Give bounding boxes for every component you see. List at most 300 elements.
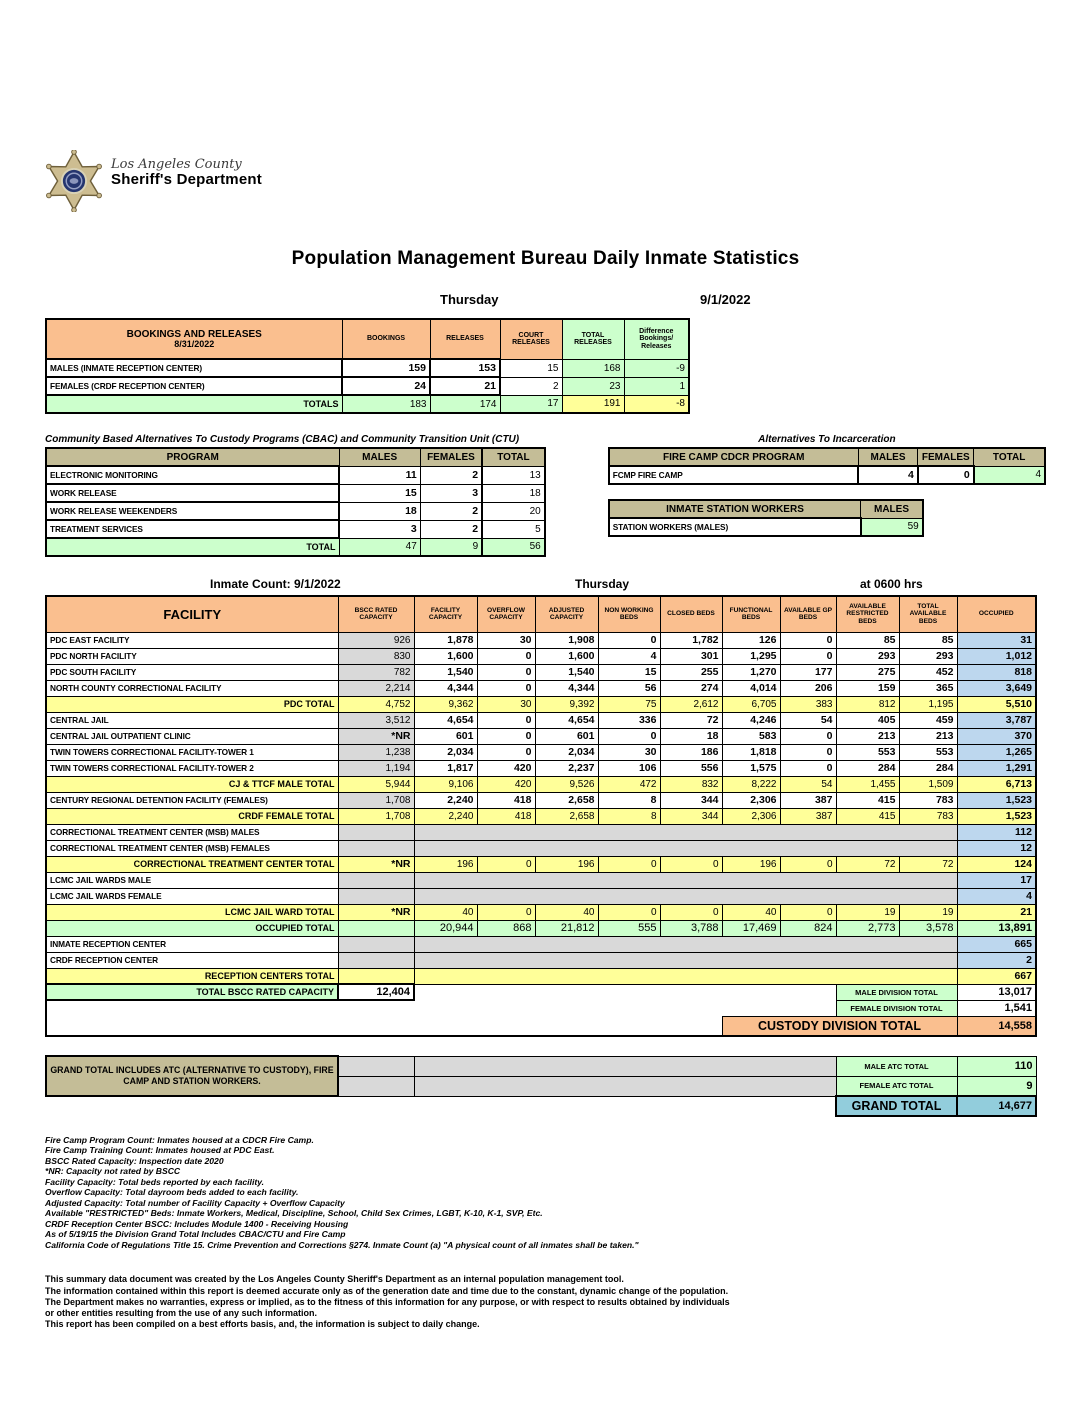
value-cell: 75 [598,696,660,712]
table-row [46,680,1036,696]
value-cell: 159 [836,680,899,696]
rated-capacity-cell [338,968,414,984]
table-row [46,904,1036,920]
value-cell: 9,392 [535,696,598,712]
value-cell: 196 [535,856,598,872]
table-row [46,776,1036,792]
value-cell: -9 [624,359,689,377]
value-cell: 0 [918,466,974,484]
value-cell: 0 [660,904,722,920]
total-label: CJ & TTCF MALE TOTAL [46,776,338,792]
value-cell: 1,878 [414,632,477,648]
column-header: PROGRAM [46,448,339,466]
value-cell: 72 [836,856,899,872]
rated-capacity-cell: 1,238 [338,744,414,760]
grand-total-note: GRAND TOTAL INCLUDES ATC (ALTERNATIVE TO CUSTODY), FIRE CAMP AND STATION WORKERS. [46,1056,338,1096]
column-header: MALES [858,448,918,466]
total-label: OCCUPIED TOTAL [46,920,338,936]
value-cell: 2 [500,377,562,395]
bookings-title-cell: BOOKINGS AND RELEASES 8/31/2022 [46,319,342,359]
value-cell: 2,034 [414,744,477,760]
column-header: OVERFLOW CAPACITY [477,596,535,632]
value-cell: 0 [477,648,535,664]
facility-label: CENTRAL JAIL OUTPATIENT CLINIC [46,728,338,744]
rated-capacity-cell: 782 [338,664,414,680]
column-header: FEMALES [420,448,482,466]
rated-capacity-cell [338,888,414,904]
table-row [46,760,1036,776]
footnote-line: BSCC Rated Capacity: Inspection date 2020 [45,1155,224,1166]
value-cell: 2 [420,502,482,520]
rated-capacity-cell: 1,194 [338,760,414,776]
totals-value: 174 [430,395,500,413]
value-cell: 2 [420,466,482,484]
value-cell: 583 [722,728,780,744]
totals-value: 56 [482,538,545,556]
value-cell: 168 [562,359,624,377]
column-header: TOTAL [974,448,1045,466]
occupied-cell: 665 [957,936,1036,952]
agency-department: Sheriff's Department [111,170,262,188]
value-cell: 0 [598,728,660,744]
value-cell: 0 [477,904,535,920]
value-cell: 54 [780,776,836,792]
rated-capacity-cell: 830 [338,648,414,664]
value-cell: 1,782 [660,632,722,648]
value-cell: 30 [598,744,660,760]
value-cell: 11 [339,466,420,484]
footnote-line: Adjusted Capacity: Total number of Facility Capacity + Overflow Capacity [45,1197,345,1208]
value-cell: 54 [780,712,836,728]
count-time-label: at 0600 hrs [860,577,923,591]
female-division-label: FEMALE DIVISION TOTAL [836,1000,957,1016]
rated-capacity-cell: *NR [338,856,414,872]
bookings-header-row [46,319,689,359]
value-cell: 18 [482,484,545,502]
value-cell: 293 [899,648,957,664]
value-cell: 387 [780,792,836,808]
male-division-label: MALE DIVISION TOTAL [836,984,957,1000]
spacer [46,1016,414,1036]
table-row [46,359,689,377]
bscc-total-value: 12,404 [338,984,414,1000]
table-row [46,696,1036,712]
value-cell: 8 [598,792,660,808]
value-cell: 9,362 [414,696,477,712]
agency-name [111,150,262,187]
footnote-line: CRDF Reception Center BSCC: Includes Module 1400 - Receiving Housing [45,1218,349,1229]
value-cell: 30 [477,632,535,648]
value-cell: 4,344 [535,680,598,696]
value-cell: 20 [482,502,545,520]
column-header: BOOKINGS [342,319,430,359]
table-row [46,502,545,520]
footnote-line: California Code of Regulations Title 15. Crime Prevention and Corrections §274. Inmate Count (a) "A physical count of all inmates shall be taken." [45,1239,639,1250]
table-row [46,728,1036,744]
row-label: STATION WORKERS (MALES) [609,518,861,536]
facility-label: LCMC JAIL WARDS FEMALE [46,888,338,904]
column-header: FACILITY [46,596,338,632]
total-label: PDC TOTAL [46,696,338,712]
custody-total-row [46,1016,1036,1036]
value-cell: 0 [477,712,535,728]
value-cell: 18 [339,502,420,520]
rated-capacity-cell [338,824,414,840]
row-label: FCMP FIRE CAMP [609,466,859,484]
value-cell: 344 [660,808,722,824]
table-row [46,466,545,484]
column-header: AVAILABLE GP BEDS [780,596,836,632]
rated-capacity-cell: 1,708 [338,808,414,824]
value-cell: 4,654 [414,712,477,728]
totals-value: 191 [562,395,624,413]
occupied-cell: 1,523 [957,792,1036,808]
value-cell: 275 [836,664,899,680]
custody-division-value: 14,558 [957,1016,1036,1036]
value-cell: 0 [780,856,836,872]
occupied-cell: 3,649 [957,680,1036,696]
table-row [46,840,1036,856]
facility-label: CORRECTIONAL TREATMENT CENTER (MSB) FEMALES [46,840,338,856]
value-cell: 274 [660,680,722,696]
value-cell: 8 [598,808,660,824]
table-row [46,968,1036,984]
value-cell: 868 [477,920,535,936]
column-header: MALES [861,500,923,518]
merged-cell [414,872,957,888]
value-cell: 2,034 [535,744,598,760]
value-cell: 126 [722,632,780,648]
table-row [46,632,1036,648]
table-row [46,792,1036,808]
value-cell: 0 [598,904,660,920]
value-cell: 23 [562,377,624,395]
value-cell: 556 [660,760,722,776]
merged-cell [414,824,957,840]
column-header: RELEASES [430,319,500,359]
spacer [46,1000,414,1016]
facility-label: CRDF RECEPTION CENTER [46,952,338,968]
female-atc-label: FEMALE ATC TOTAL [836,1076,957,1096]
value-cell: 213 [899,728,957,744]
value-cell: 2,658 [535,792,598,808]
value-cell: 1,455 [836,776,899,792]
value-cell: 0 [477,680,535,696]
facility-label: NORTH COUNTY CORRECTIONAL FACILITY [46,680,338,696]
value-cell: 555 [598,920,660,936]
row-label: MALES (INMATE RECEPTION CENTER) [46,359,342,377]
value-cell: 0 [780,728,836,744]
footnote-line: Available "RESTRICTED" Beds: Inmate Workers, Medical, Discipline, School, Child Sex Crimes, LGBT, K-10, K-1, SVP, Etc. [45,1208,543,1219]
totals-label: TOTALS [46,395,342,413]
facility-label: LCMC JAIL WARDS MALE [46,872,338,888]
value-cell: 72 [660,712,722,728]
column-header: TOTAL AVAILABLE BEDS [899,596,957,632]
value-cell: 1,817 [414,760,477,776]
value-cell: 4 [598,648,660,664]
footnote-line: *NR: Capacity not rated by BSCC [45,1166,181,1177]
occupied-cell: 112 [957,824,1036,840]
value-cell: 284 [899,760,957,776]
station-header-row [609,500,923,518]
value-cell: 0 [477,728,535,744]
weekday-label: Thursday [440,292,499,307]
value-cell: 1,270 [722,664,780,680]
table-row [46,936,1036,952]
spacer [414,1000,836,1016]
rated-capacity-cell: 3,512 [338,712,414,728]
table-row [46,920,1036,936]
value-cell: 177 [780,664,836,680]
value-cell: 153 [430,359,500,377]
value-cell: 18 [660,728,722,744]
value-cell: 0 [477,664,535,680]
column-header: OCCUPIED [957,596,1036,632]
spacer [46,1096,836,1116]
column-header: FEMALES [918,448,974,466]
fire-camp-header-row [609,448,1045,466]
table-row [46,744,1036,760]
value-cell: 4,014 [722,680,780,696]
value-cell: 1,600 [414,648,477,664]
rated-capacity-cell [338,872,414,888]
value-cell: 0 [598,856,660,872]
value-cell: 8,222 [722,776,780,792]
value-cell: 21 [430,377,500,395]
row-label: TREATMENT SERVICES [46,520,339,538]
disclaimer-line: This summary data document was created by the Los Angeles County Sheriff's Department as an internal population management tool. [45,1274,624,1285]
occupied-cell: 17 [957,872,1036,888]
value-cell: 213 [836,728,899,744]
value-cell: 336 [598,712,660,728]
rated-capacity-cell: 1,708 [338,792,414,808]
facility-label: PDC EAST FACILITY [46,632,338,648]
value-cell: 472 [598,776,660,792]
table-row [46,712,1036,728]
merged-cell [414,840,957,856]
occupied-cell: 1,265 [957,744,1036,760]
column-header: ADJUSTED CAPACITY [535,596,598,632]
facility-label: CENTURY REGIONAL DETENTION FACILITY (FEMALES) [46,792,338,808]
facility-label: TWIN TOWERS CORRECTIONAL FACILITY-TOWER 1 [46,744,338,760]
male-atc-label: MALE ATC TOTAL [836,1056,957,1076]
value-cell: 59 [861,518,923,536]
section-header: INMATE STATION WORKERS [609,500,861,518]
grand-total-row [46,1096,1036,1116]
value-cell: 812 [836,696,899,712]
column-header: COURT RELEASES [500,319,562,359]
value-cell: 85 [836,632,899,648]
totals-row [46,538,545,556]
value-cell: 30 [477,696,535,712]
value-cell: 1,509 [899,776,957,792]
header-brand [45,150,1046,220]
disclaimer-line: or other entities resulting from the use of any such information. [45,1308,318,1319]
totals-label: TOTAL [46,538,339,556]
table-row [46,648,1036,664]
female-division-value: 1,541 [957,1000,1036,1016]
value-cell: 1,818 [722,744,780,760]
column-header: FACILITY CAPACITY [414,596,477,632]
facility-label: CORRECTIONAL TREATMENT CENTER (MSB) MALES [46,824,338,840]
totals-value: 47 [339,538,420,556]
column-header: MALES [339,448,420,466]
rated-capacity-cell: *NR [338,728,414,744]
value-cell: 24 [342,377,430,395]
value-cell: 2,773 [836,920,899,936]
value-cell: 284 [836,760,899,776]
row-label: WORK RELEASE [46,484,339,502]
value-cell: 9,106 [414,776,477,792]
value-cell: 19 [899,904,957,920]
value-cell: 40 [414,904,477,920]
female-atc-value: 9 [957,1076,1036,1096]
occupied-cell: 21 [957,904,1036,920]
value-cell: 365 [899,680,957,696]
value-cell: 601 [414,728,477,744]
value-cell: 4 [858,466,918,484]
value-cell: 1,540 [414,664,477,680]
count-caption [45,577,1046,595]
value-cell: 0 [598,632,660,648]
facility-label: PDC SOUTH FACILITY [46,664,338,680]
value-cell: 15 [339,484,420,502]
spacer-gray [414,1076,836,1096]
occupied-cell: 6,713 [957,776,1036,792]
value-cell: 1,600 [535,648,598,664]
value-cell: 196 [722,856,780,872]
occupied-cell: 4 [957,888,1036,904]
value-cell: 255 [660,664,722,680]
occupied-cell: 12 [957,840,1036,856]
facility-label: CENTRAL JAIL [46,712,338,728]
grand-total-table [45,1055,1037,1117]
value-cell: 601 [535,728,598,744]
sheriff-badge-icon [45,150,103,217]
value-cell: 21,812 [535,920,598,936]
facility-label: INMATE RECEPTION CENTER [46,936,338,952]
value-cell: 3,578 [899,920,957,936]
column-header: Difference Bookings/ Releases [624,319,689,359]
value-cell: 1,575 [722,760,780,776]
value-cell: 2,306 [722,808,780,824]
value-cell: 196 [414,856,477,872]
grand-total-value: 14,677 [957,1096,1036,1116]
agency-county: Los Angeles County [111,157,242,172]
bookings-table [45,318,690,414]
value-cell: 4,246 [722,712,780,728]
spacer-gray [414,1056,836,1076]
footnote-line: As of 5/19/15 the Division Grand Total Includes CBAC/CTU and Fire Camp [45,1229,346,1240]
rated-capacity-cell: 2,214 [338,680,414,696]
ati-block [608,434,1046,537]
spacer [414,1016,722,1036]
value-cell: 5 [482,520,545,538]
value-cell: 418 [477,792,535,808]
total-label: CRDF FEMALE TOTAL [46,808,338,824]
value-cell: 2,237 [535,760,598,776]
disclaimer-line: The information contained within this report is deemed accurate only as of the generation date and time due to the constant, dynamic change of the population. [45,1285,729,1296]
merged-cell [414,952,957,968]
value-cell: 420 [477,776,535,792]
column-header: TOTAL [482,448,545,466]
rated-capacity-cell: 926 [338,632,414,648]
value-cell: 405 [836,712,899,728]
value-cell: 293 [836,648,899,664]
value-cell: 824 [780,920,836,936]
value-cell: 415 [836,808,899,824]
value-cell: 15 [500,359,562,377]
value-cell: 56 [598,680,660,696]
custody-division-label: CUSTODY DIVISION TOTAL [722,1016,957,1036]
column-header: CLOSED BEDS [660,596,722,632]
value-cell: 1,908 [535,632,598,648]
value-cell: 459 [899,712,957,728]
value-cell: 1 [624,377,689,395]
value-cell: 420 [477,760,535,776]
facility-label: TWIN TOWERS CORRECTIONAL FACILITY-TOWER 2 [46,760,338,776]
occupied-cell: 5,510 [957,696,1036,712]
rated-capacity-cell [338,920,414,936]
grand-total-label: GRAND TOTAL [836,1096,957,1116]
value-cell: 387 [780,808,836,824]
ati-title: Alternatives To Incarceration [758,434,896,445]
value-cell: 452 [899,664,957,680]
value-cell: 6,705 [722,696,780,712]
column-header: BSCC RATED CAPACITY [338,596,414,632]
rated-capacity-cell [338,952,414,968]
value-cell: 0 [780,904,836,920]
occupied-cell: 818 [957,664,1036,680]
page-title: Population Management Bureau Daily Inmate Statistics [291,248,800,269]
footnote-line: Overflow Capacity: Total dayroom beds added to each facility. [45,1187,299,1198]
table-row [609,466,1045,484]
occupied-cell: 370 [957,728,1036,744]
cbac-header-row [46,448,545,466]
value-cell: 783 [899,792,957,808]
table-row [46,888,1036,904]
value-cell: 186 [660,744,722,760]
occupied-cell: 3,787 [957,712,1036,728]
value-cell: 1,295 [722,648,780,664]
occupied-cell: 1,523 [957,808,1036,824]
value-cell: 3 [339,520,420,538]
value-cell: 2,658 [535,808,598,824]
value-cell: 2,306 [722,792,780,808]
disclaimer-line: The Department makes no warranties, express or implied, as to the fitness of this information for any purpose, or with respect to results obtained by individuals [45,1296,730,1307]
spacer-gray [338,1076,414,1096]
totals-value: 183 [342,395,430,413]
value-cell: 20,944 [414,920,477,936]
female-division-row [46,1000,1036,1016]
value-cell: 2,240 [414,808,477,824]
value-cell: 0 [780,760,836,776]
footnote-line: Fire Camp Program Count: Inmates housed at a CDCR Fire Camp. [45,1135,314,1145]
value-cell: 19 [836,904,899,920]
value-cell: 418 [477,808,535,824]
total-label: RECEPTION CENTERS TOTAL [46,968,338,984]
total-label: LCMC JAIL WARD TOTAL [46,904,338,920]
atc-male-row [46,1056,1036,1076]
occupied-cell: 1,291 [957,760,1036,776]
male-atc-value: 110 [957,1056,1036,1076]
value-cell: 2,612 [660,696,722,712]
occupied-cell: 31 [957,632,1036,648]
row-label: ELECTRONIC MONITORING [46,466,339,484]
date-label: 9/1/2022 [700,292,751,307]
value-cell: 40 [722,904,780,920]
value-cell: 0 [477,856,535,872]
